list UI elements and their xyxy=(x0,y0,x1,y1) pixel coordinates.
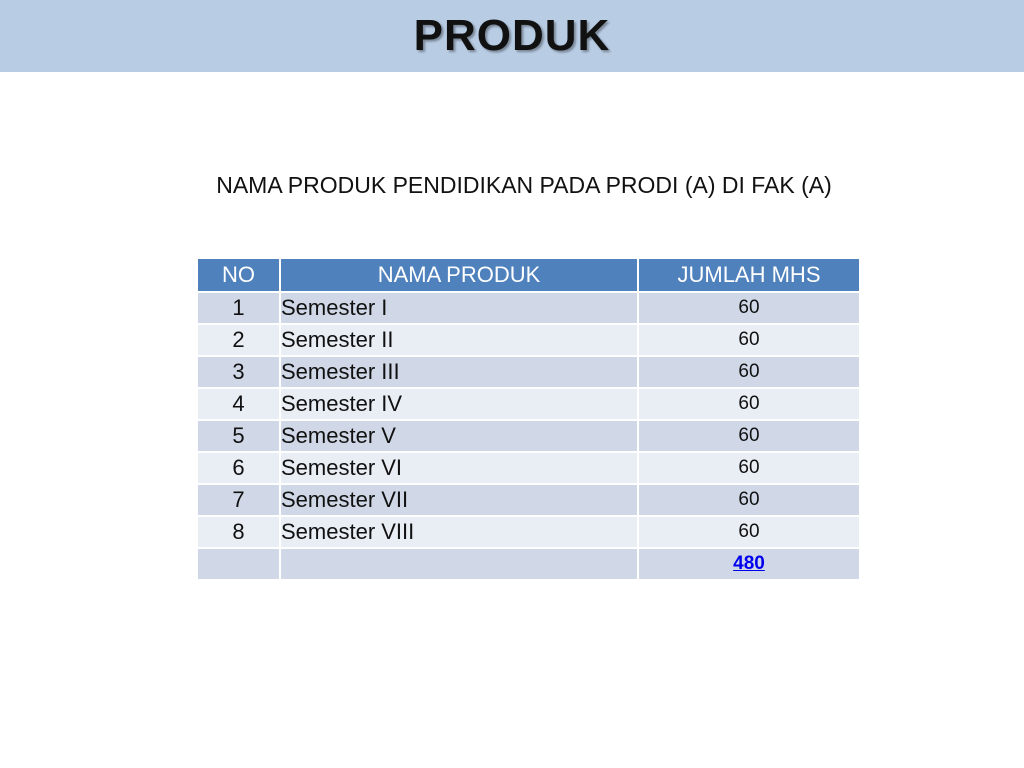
cell-no: 6 xyxy=(197,452,280,484)
cell-nama-produk: Semester I xyxy=(280,292,638,324)
table-row xyxy=(197,292,860,324)
cell-jumlah-mhs: 60 xyxy=(638,484,860,516)
page-title: PRODUK xyxy=(413,11,611,60)
cell-jumlah-mhs: 60 xyxy=(638,292,860,324)
table-row xyxy=(197,420,860,452)
cell-jumlah-mhs: 60 xyxy=(638,452,860,484)
total-link[interactable]: 480 xyxy=(733,553,765,574)
cell-nama-produk: Semester V xyxy=(280,420,638,452)
table-caption: NAMA PRODUK PENDIDIKAN PADA PRODI (A) DI FAK (A) xyxy=(216,172,832,198)
cell-jumlah-mhs: 60 xyxy=(638,420,860,452)
cell-nama-produk: Semester II xyxy=(280,324,638,356)
cell-no: 4 xyxy=(197,388,280,420)
cell-nama-produk: Semester VI xyxy=(280,452,638,484)
cell-nama-produk: Semester VIII xyxy=(280,516,638,548)
table-row xyxy=(197,484,860,516)
cell-jumlah-mhs: 60 xyxy=(638,516,860,548)
table-row xyxy=(197,356,860,388)
cell-nama-produk: Semester VII xyxy=(280,484,638,516)
cell-nama-produk: Semester III xyxy=(280,356,638,388)
cell-empty xyxy=(197,548,280,580)
cell-no: 3 xyxy=(197,356,280,388)
cell-total xyxy=(638,548,860,580)
cell-no: 1 xyxy=(197,292,280,324)
column-header-jumlah-mhs: JUMLAH MHS xyxy=(638,258,860,292)
table-header-row xyxy=(197,258,860,292)
cell-jumlah-mhs: 60 xyxy=(638,388,860,420)
produk-table xyxy=(196,257,861,581)
table-row xyxy=(197,452,860,484)
column-header-no: NO xyxy=(197,258,280,292)
table-total-row xyxy=(197,548,860,580)
cell-jumlah-mhs: 60 xyxy=(638,324,860,356)
table-row xyxy=(197,516,860,548)
cell-empty xyxy=(280,548,638,580)
cell-no: 7 xyxy=(197,484,280,516)
cell-no: 8 xyxy=(197,516,280,548)
title-bar xyxy=(0,0,1024,72)
table-row xyxy=(197,388,860,420)
cell-jumlah-mhs: 60 xyxy=(638,356,860,388)
cell-no: 5 xyxy=(197,420,280,452)
cell-nama-produk: Semester IV xyxy=(280,388,638,420)
table-row xyxy=(197,324,860,356)
column-header-nama-produk: NAMA PRODUK xyxy=(280,258,638,292)
cell-no: 2 xyxy=(197,324,280,356)
